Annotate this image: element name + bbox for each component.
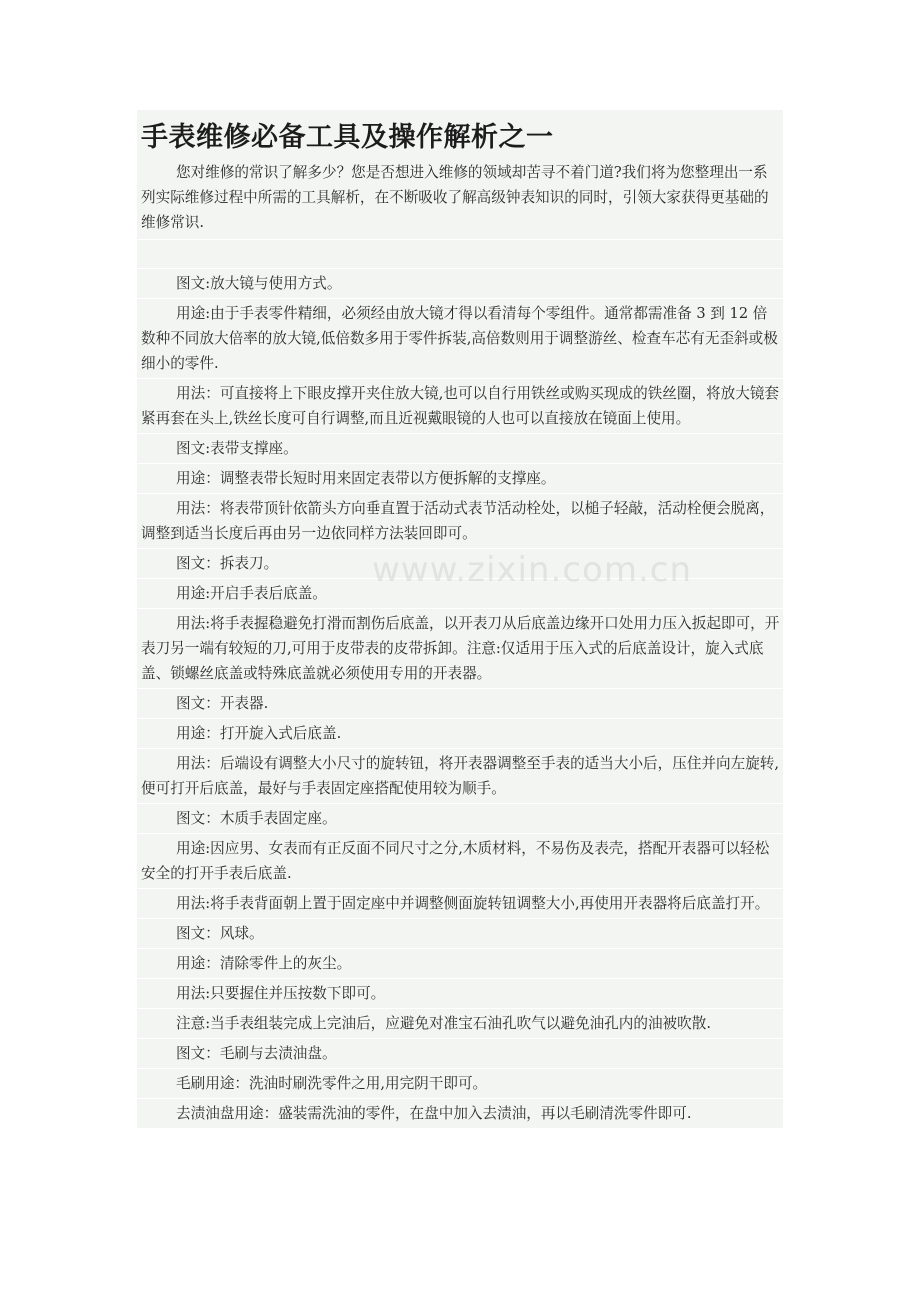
paragraph: 图文：拆表刀。 [137,549,783,579]
paragraph: 用法：后端设有调整大小尺寸的旋转钮，将开表器调整至手表的适当大小后，压住并向左旋转,便可打开后底盖，最好与手表固定座搭配使用较为顺手。 [137,749,783,804]
paragraph: 去渍油盘用途：盛装需洗油的零件，在盘中加入去渍油，再以毛刷清洗零件即可. [137,1099,783,1129]
paragraph: 图文:放大镜与使用方式。 [137,269,783,299]
paragraph: 毛刷用途：洗油时刷洗零件之用,用完阴干即可。 [137,1069,783,1099]
paragraph: 用法：可直接将上下眼皮撑开夹住放大镜,也可以自行用铁丝或购买现成的铁丝圈，将放大镜套紧再套在头上,铁丝长度可自行调整,而且近视戴眼镜的人也可以直接放在镜面上使用。 [137,379,783,434]
paragraph: 图文：风球。 [137,919,783,949]
paragraph: 用途：清除零件上的灰尘。 [137,949,783,979]
paragraph: 图文：毛刷与去渍油盘。 [137,1039,783,1069]
paragraph: 用法：将表带顶针依箭头方向垂直置于活动式表节活动栓处，以槌子轻敲，活动栓便会脱离，调整到适当长度后再由另一边依同样方法装回即可。 [137,494,783,549]
paragraph: 图文：开表器. [137,689,783,719]
intro-paragraph: 您对维修的常识了解多少？您是否想进入维修的领域却苦寻不着门道?我们将为您整理出一系列实际维修过程中所需的工具解析，在不断吸收了解高级钟表知识的同时，引领大家获得更基础的维修常识. [137,158,783,240]
article [137,110,783,1129]
paragraph: 用法:将手表握稳避免打滑而割伤后底盖，以开表刀从后底盖边缘开口处用力压入扳起即可，开表刀另一端有较短的刀,可用于皮带表的皮带拆卸。注意:仅适用于压入式的后底盖设计，旋入式底盖、锁螺丝底盖或特殊底盖就必须使用专用的开表器。 [137,609,783,689]
paragraph: 用途：打开旋入式后底盖. [137,719,783,749]
paragraph: 用途:开启手表后底盖。 [137,579,783,609]
watermark: www.zixin.com.cn [372,550,692,590]
paragraph: 用法:将手表背面朝上置于固定座中并调整侧面旋转钮调整大小,再使用开表器将后底盖打开。 [137,889,783,919]
paragraph: 用途：调整表带长短时用来固定表带以方便拆解的支撑座。 [137,464,783,494]
paragraph: 用法:只要握住并压按数下即可。 [137,979,783,1009]
paragraph: 图文:表带支撑座。 [137,434,783,464]
paragraph: 用途:由于手表零件精细，必须经由放大镜才得以看清每个零组件。通常都需准备 3 到 12 倍数种不同放大倍率的放大镜,低倍数多用于零件拆装,高倍数则用于调整游丝、检查车芯有无歪斜或极细小的零件. [137,299,783,379]
paragraph: 用途:因应男、女表而有正反面不同尺寸之分,木质材料，不易伤及表壳，搭配开表器可以轻松安全的打开手表后底盖. [137,834,783,889]
paragraph: 图文：木质手表固定座。 [137,804,783,834]
paragraph: 注意:当手表组装完成上完油后，应避免对准宝石油孔吹气以避免油孔内的油被吹散. [137,1009,783,1039]
article-title: 手表维修必备工具及操作解析之一 [141,122,554,153]
blank-line [137,240,783,269]
